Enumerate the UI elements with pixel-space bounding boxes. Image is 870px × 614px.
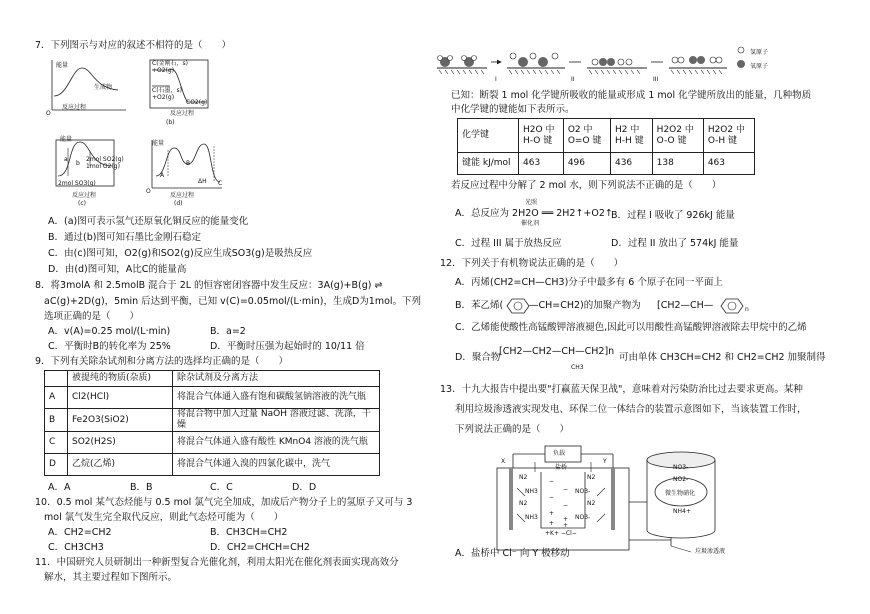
q13-left-species-3: N2	[519, 500, 528, 507]
q11-table-bond-3	[610, 119, 652, 153]
q11-table-value-2: 496	[563, 153, 610, 175]
q11-legend-oxygen: 氧原子	[750, 63, 769, 70]
bond-4-l1: H2O2 中	[656, 124, 694, 135]
q7-option-d: D．由(d)图可知，A比C的能量高	[48, 264, 187, 275]
q11-bond-table	[457, 118, 755, 175]
q7-graph-d-b: B	[186, 160, 191, 167]
q9-row-a-method: 将混合气体通入盛有饱和碳酸氢钠溶液的洗气瓶	[173, 387, 380, 409]
q12-option-b-mid: —CH=CH2)的加聚产物为	[529, 300, 641, 311]
q7-graph-b-co2: CO2(g)	[186, 99, 208, 106]
bond-1-l2: H-O 键	[523, 135, 553, 146]
q7-graph-b-label2: +O2(g)	[152, 67, 175, 74]
q7-stem: 7．下列图示与对应的叙述不相符的是（ ）	[35, 40, 232, 51]
q7-graph-b-label3: C(石墨，s)	[152, 87, 182, 94]
q9-stem: 9．下列有关除杂试剂和分离方法的选择均正确的是（ ）	[35, 356, 289, 367]
q10-option-d: D．CH2=CHCH=CH2	[210, 542, 310, 553]
q9-row-b-method: 将混合物中加入过量 NaOH 溶液过滤、洗涤，干燥	[173, 409, 380, 432]
q13-cell-diagram	[495, 442, 725, 558]
q11-process-diagram	[435, 44, 755, 78]
q13-load-label: 负载	[553, 450, 566, 457]
q11-table-bond-1	[519, 119, 564, 153]
q9-row-a-substance: Cl2(HCl)	[68, 387, 173, 409]
q10-option-c: C．CH3CH3	[48, 542, 104, 553]
q13-line1: 13．十九大报告中提出要"打赢蓝天保卫战"，意味着对污染防治比过去要求更高。某种	[440, 384, 803, 395]
q13-bridge-ion-8: +	[563, 522, 569, 529]
q8-option-a: A．v(A)=0.25 mol/(L·min)	[48, 326, 171, 337]
q8-line1: 8．将3molA 和 2.5molB 混合于 2L 的恒容密闭容器中发生反应：3A(g)+B(g) ⇌	[35, 280, 383, 291]
bond-3-l2: H-H 键	[614, 135, 644, 146]
q11-step-2: II	[571, 76, 575, 83]
q7-graph-d-dh: ΔH	[198, 178, 207, 185]
bond-3-l1: H2 中	[614, 124, 640, 135]
q10-option-a: A．CH2=CH2	[48, 527, 112, 538]
q11-option-a: A．总反应为 2H2O ══ 2H2↑+O2↑	[455, 208, 613, 219]
q7-graph-b-label1: C(金刚石，s)	[152, 60, 188, 67]
q9-header-method: 除杂试剂及分离方法	[173, 371, 380, 387]
q8-option-d: D．平衡时压强为起始时的 10/11 倍	[210, 341, 365, 352]
q12-option-b-poly: [CH2—CH—	[657, 300, 714, 311]
q11-option-c: C．过程 III 属于放热反应	[455, 238, 562, 249]
q13-bridge-ion-6: +	[563, 516, 569, 523]
q13-right-species-1: N2	[587, 474, 596, 481]
q13-right-species-3: N2	[587, 500, 596, 507]
q7-graph-a-xlabel: 反应过程	[62, 104, 87, 111]
q9-answer-d: D．D	[292, 482, 317, 493]
q10-line1: 10．0.5 mol 某气态烃能与 0.5 mol 氯气完全加成，加成后产物分子上的氢原子又可与 3	[35, 497, 413, 508]
q9-answer-c: C．C	[210, 482, 233, 493]
q8-line2: aC(g)+2D(g)，5min 后达到平衡，已知 v(C)=0.05mol/(L·min)，生成D为1mol。下列	[44, 296, 422, 307]
q12-option-b-n: n	[745, 306, 749, 313]
q13-tank-label: 微生物硝化	[665, 490, 696, 497]
q7-graph-b-tag: (b)	[166, 119, 175, 126]
q12-option-d-post: 可由单体 CH3CH=CH2 和 CH2=CH2 加聚制得	[619, 352, 826, 363]
q9-row-d-label: D	[45, 454, 68, 476]
q9-answer-a: A．A	[48, 482, 71, 493]
q11-table-label-bond: 化学键	[458, 119, 519, 153]
q13-drain-label: 垃圾渗透液	[695, 548, 726, 555]
q9-row-a-label: A	[45, 387, 68, 409]
q7-option-a: A．(a)图可表示氢气还原氧化铜反应的能量变化	[48, 216, 249, 227]
q11-legend-hydrogen: 氢原子	[750, 49, 769, 56]
q13-left-species-4: NH3	[525, 514, 538, 521]
q7-graph-c-b: b	[76, 160, 80, 167]
q10-option-b: B．CH3CH=CH2	[210, 527, 288, 538]
q7-graph-d-origin: O	[146, 188, 151, 195]
benzene-ring-icon	[507, 298, 529, 314]
q13-option-a: A．盐桥中 Cl⁻ 向 Y 极移动	[455, 548, 570, 559]
q11-option-d: D．过程 II 放出了 574kJ 能量	[611, 238, 739, 249]
q7-graph-c-so3: 2mol SO3(g)	[58, 180, 96, 187]
q7-graph-d-xlabel: 反应过程	[170, 192, 195, 199]
q7-graph-a-ylabel: 能量	[56, 62, 69, 69]
q12-option-d-formula: [CH2—CH2—CH—CH2]n	[499, 346, 615, 357]
q7-graph-c-o2: 1mol O2(g)	[86, 163, 120, 170]
q9-header-substance: 被提纯的物质(杂质)	[68, 371, 173, 387]
q9-row-d-substance: 乙烷(乙烯)	[68, 454, 173, 476]
q10-line2: mol 氯气发生完全取代反应，则此气态烃可能为（ ）	[44, 512, 284, 523]
q8-option-b: B．a=2	[210, 326, 246, 337]
q9-row-b-label: B	[45, 409, 68, 432]
q11-table-value-5: 463	[703, 153, 754, 175]
q7-graph-d-tag: (d)	[174, 200, 183, 207]
benzene-ring-icon	[721, 298, 743, 314]
q13-tank-no2: NO2-	[673, 476, 689, 483]
table-row	[45, 432, 380, 454]
q13-tank-nh4: NH4+	[673, 508, 691, 515]
bond-5-l2: O-H 键	[707, 135, 738, 146]
q9-row-d-method: 将混合气体通入溴的四氯化碳中，洗气	[173, 454, 380, 476]
q7-graph-d-c: C	[218, 180, 223, 187]
q11-cond-bottom: 催化剂	[521, 220, 540, 227]
q9-row-c-substance: SO2(H2S)	[68, 432, 173, 454]
bond-2-l2: O=O 键	[567, 135, 602, 146]
q9-header-blank	[45, 371, 68, 387]
q7-graph-a-product: 生成物	[94, 84, 113, 91]
q13-bridge-ion-3: −	[549, 494, 555, 501]
q12-stem: 12．下列关于有机物说法正确的是（ ）	[440, 258, 624, 269]
q12-option-a: A．丙烯(CH2=CH—CH3)分子中最多有 6 个原子在同一平面上	[455, 277, 723, 288]
q11-text1: 已知：断裂 1 mol 化学键所吸收的能量或形成 1 mol 化学键所放出的能量，几种物质	[451, 90, 812, 101]
q11-cond-top: 光照	[525, 199, 538, 206]
q8-option-c: C．平衡时B的转化率为 25%	[48, 341, 171, 352]
q11-table-value-4: 138	[652, 153, 703, 175]
q7-graph-c-tag: (c)	[78, 200, 86, 207]
table-row	[45, 454, 380, 476]
q11-table-bond-4	[652, 119, 703, 153]
bond-2-l1: O2 中	[567, 124, 593, 135]
q7-option-c: C．由(c)图可知，O2(g)和SO2(g)反应生成SO3(g)是吸热反应	[48, 248, 313, 259]
q13-bridge-label: 盐桥	[555, 464, 568, 471]
q13-left-species-2: NH3	[525, 488, 538, 495]
q13-electrode-y: Y	[603, 458, 607, 465]
q12-option-b-pre: B．苯乙烯(	[455, 300, 504, 311]
q9-row-c-method: 将混合气体通入盛有酸性 KMnO4 溶液的洗气瓶	[173, 432, 380, 454]
q7-graph-b-xlabel: 反应过程	[170, 110, 195, 117]
q11-table-value-1: 463	[519, 153, 564, 175]
q13-bridge-ion-2: −	[563, 486, 569, 493]
q7-graph-b-label4: +O2(g)	[152, 94, 175, 101]
q7-graph-c-so2: 2mol SO2(g)	[86, 156, 124, 163]
q11-table-value-3: 436	[610, 153, 652, 175]
q11-table-label-energy: 键能 kJ/mol	[458, 153, 519, 175]
q13-right-species-4: NO3-	[575, 514, 591, 521]
q13-bridge-ion-7: +	[549, 520, 555, 527]
q12-option-c: C．乙烯能使酸性高锰酸钾溶液褪色,因此可以用酸性高锰酸钾溶液除去甲烷中的乙烯	[455, 322, 807, 333]
bond-4-l2: O-O 键	[656, 135, 687, 146]
q13-tank-no3: NO3-	[673, 464, 689, 471]
q11-table-bond-2	[563, 119, 610, 153]
q9-row-c-label: C	[45, 432, 68, 454]
q7-graph-c-xlabel: 反应过程	[72, 192, 97, 199]
q12-option-d-sub: CH3	[571, 364, 584, 371]
q11-line2: 解水，其主要过程如下图所示。	[44, 572, 178, 583]
q13-line3: 下列说法正确的是（ ）	[455, 424, 570, 435]
q13-bridge-bottom: +K+ −Cl−	[545, 530, 577, 537]
q11-line1: 11．中国研究人员研制出一种新型复合光催化剂，利用太阳光在催化剂表面实现高效分	[35, 557, 399, 568]
table-row	[45, 409, 380, 432]
q11-text2: 中化学键的键能如下表所示。	[451, 104, 575, 115]
q11-table-bond-5	[703, 119, 754, 153]
q9-answer-b: B．B	[130, 482, 153, 493]
q13-left-species-1: N2	[519, 474, 528, 481]
q13-bridge-ion-5: +	[549, 510, 555, 517]
q13-bridge-ion-1: −	[549, 478, 555, 485]
bond-5-l1: H2O2 中	[707, 124, 745, 135]
q7-graph-d-ylabel: 能量	[152, 140, 165, 147]
q7-graph-c-ylabel: 能量	[60, 136, 73, 143]
q11-text3: 若反应过程中分解了 2 mol 水，则下列说法不正确的是（ ）	[451, 180, 722, 191]
q9-table	[44, 370, 380, 476]
q8-line3: 选项正确的是（ ）	[44, 311, 140, 322]
q13-line2: 利用垃圾渗透液实现发电、环保二位一体结合的装置示意图如下，当该装置工作时，	[455, 404, 807, 415]
bond-1-l1: H2O 中	[523, 124, 555, 135]
q9-row-b-substance: Fe2O3(SiO2)	[68, 409, 173, 432]
q7-graph-a-origin: O	[46, 110, 51, 117]
table-row	[45, 387, 380, 409]
q11-option-b: B．过程 I 吸收了 926kJ 能量	[611, 210, 735, 221]
q7-graph-d-a: A	[160, 172, 165, 179]
q7-option-b: B．通过(b)图可知石墨比金刚石稳定	[48, 232, 201, 243]
q12-option-d-pre: D．聚合物	[455, 352, 501, 363]
q7-graph-c-a: a	[64, 156, 68, 163]
q11-step-3: III	[653, 76, 659, 83]
q13-electrode-x: X	[501, 458, 506, 465]
q13-right-species-2: NO3-	[575, 488, 591, 495]
q11-step-1: I	[495, 76, 497, 83]
q13-bridge-ion-4: −	[563, 502, 569, 509]
